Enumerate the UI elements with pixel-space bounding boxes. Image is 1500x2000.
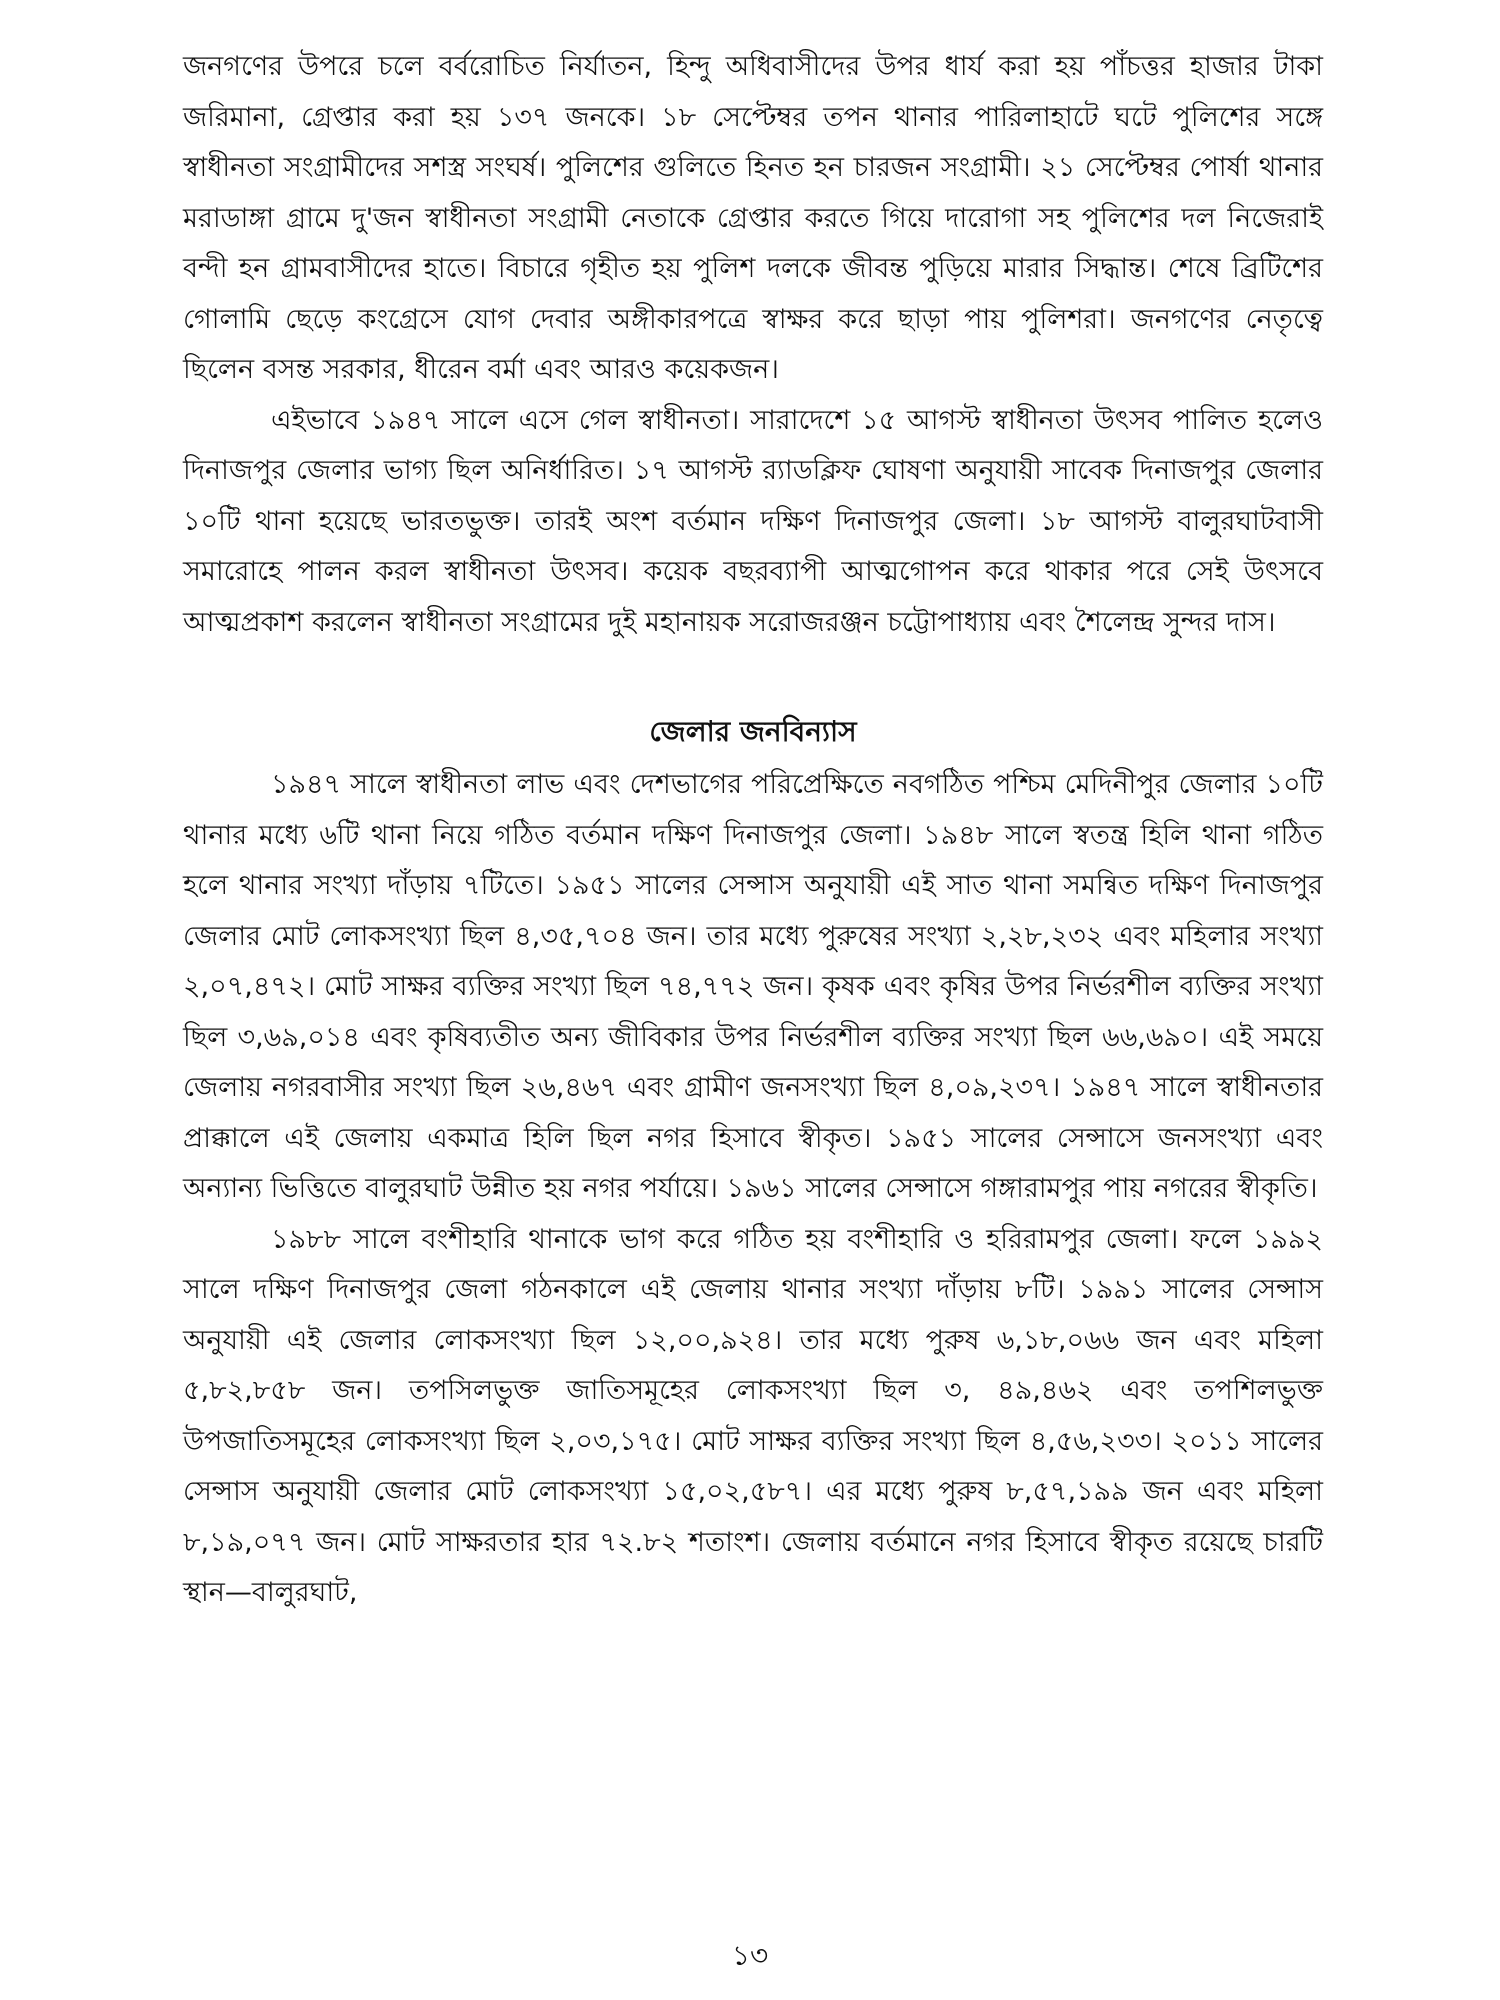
paragraph-4: ১৯৮৮ সালে বংশীহারি থানাকে ভাগ করে গঠিত হয় বংশীহারি ও হরিরামপুর জেলা। ফলে ১৯৯২ সালে দক্ষিণ দিনাজপুর জেলা গঠনকালে এই জেলায় থানার সংখ্যা দাঁড়ায় ৮টি। ১৯৯১ সালের সেন্সাস অনুযায়ী এই জেলার লোকসংখ্যা ছিল ১২,০০,৯২৪। তার মধ্যে পুরুষ ৬,১৮,০৬৬ জন এবং মহিলা ৫,৮২,৮৫৮ জন। তপসিলভুক্ত জাতিসমূহের লোকসংখ্যা ছিল ৩, ৪৯,৪৬২ এবং তপশিলভুক্ত উপজাতিসমূহের লোকসংখ্যা ছিল ২,০৩,১৭৫। মোট সাক্ষর ব্যক্তির সংখ্যা ছিল ৪,৫৬,২৩৩। ২০১১ সালের সেন্সাস অনুযায়ী জেলার মোট লোকসংখ্যা ১৫,০২,৫৮৭। এর মধ্যে পুরুষ ৮,৫৭,১৯৯ জন এবং মহিলা ৮,১৯,০৭৭ জন। মোট সাক্ষরতার হার ৭২.৮২ শতাংশ। জেলায় বর্তমানে নগর হিসাবে স্বীকৃত রয়েছে চারটি স্থান—বালুরঘাট, [183,1223,1323,1608]
document-page [183,42,1323,1942]
paragraph-1: জনগণের উপরে চলে বর্বরোচিত নির্যাতন, হিন্দু অধিবাসীদের উপর ধার্য করা হয় পাঁচত্তর হাজার টাকা জরিমানা, গ্রেপ্তার করা হয় ১৩৭ জনকে। ১৮ সেপ্টেম্বর তপন থানার পারিলাহাটে ঘটে পুলিশের সঙ্গে স্বাধীনতা সংগ্রামীদের সশস্ত্র সংঘর্ষ। পুলিশের গুলিতে হিনত হন চারজন সংগ্রামী। ২১ সেপ্টেম্বর পোর্ষা থানার মরাডাঙ্গা গ্রামে দু'জন স্বাধীনতা সংগ্রামী নেতাকে গ্রেপ্তার করতে গিয়ে দারোগা সহ পুলিশের দল নিজেরাই বন্দী হন গ্রামবাসীদের হাতে। বিচারে গৃহীত হয় পুলিশ দলকে জীবন্ত পুড়িয়ে মারার সিদ্ধান্ত। শেষে ব্রিটিশের গোলামি ছেড়ে কংগ্রেসে যোগ দেবার অঙ্গীকারপত্রে স্বাক্ষর করে ছাড়া পায় পুলিশরা। জনগণের নেতৃত্বে ছিলেন বসন্ত সরকার, ধীরেন বর্মা এবং আরও কয়েকজন। [183,51,1323,385]
page-number: ১৩ [731,1939,769,1972]
paragraph-3: ১৯৪৭ সালে স্বাধীনতা লাভ এবং দেশভাগের পরিপ্রেক্ষিতে নবগঠিত পশ্চিম মেদিনীপুর জেলার ১০টি থানার মধ্যে ৬টি থানা নিয়ে গঠিত বর্তমান দক্ষিণ দিনাজপুর জেলা। ১৯৪৮ সালে স্বতন্ত্র হিলি থানা গঠিত হলে থানার সংখ্যা দাঁড়ায় ৭টিতে। ১৯৫১ সালের সেন্সাস অনুযায়ী এই সাত থানা সমন্বিত দক্ষিণ দিনাজপুর জেলার মোট লোকসংখ্যা ছিল ৪,৩৫,৭০৪ জন। তার মধ্যে পুরুষের সংখ্যা ২,২৮,২৩২ এবং মহিলার সংখ্যা ২,০৭,৪৭২। মোট সাক্ষর ব্যক্তির সংখ্যা ছিল ৭৪,৭৭২ জন। কৃষক এবং কৃষির উপর নির্ভরশীল ব্যক্তির সংখ্যা ছিল ৩,৬৯,০১৪ এবং কৃষিব্যতীত অন্য জীবিকার উপর নির্ভরশীল ব্যক্তির সংখ্যা ছিল ৬৬,৬৯০। এই সময়ে জেলায় নগরবাসীর সংখ্যা ছিল ২৬,৪৬৭ এবং গ্রামীণ জনসংখ্যা ছিল ৪,০৯,২৩৭। ১৯৪৭ সালে স্বাধীনতার প্রাক্কালে এই জেলায় একমাত্র হিলি ছিল নগর হিসাবে স্বীকৃত। ১৯৫১ সালের সেন্সাসে জনসংখ্যা এবং অন্যান্য ভিত্তিতে বালুরঘাট উন্নীত হয় নগর পর্যায়ে। ১৯৬১ সালের সেন্সাসে গঙ্গারামপুর পায় নগরের স্বীকৃতি। [183,769,1323,1204]
section-spacer [183,648,1323,706]
paragraph-2: এইভাবে ১৯৪৭ সালে এসে গেল স্বাধীনতা। সারাদেশে ১৫ আগস্ট স্বাধীনতা উৎসব পালিত হলেও দিনাজপুর জেলার ভাগ্য ছিল অনির্ধারিত। ১৭ আগস্ট র‍্যাডক্লিফ ঘোষণা অনুযায়ী সাবেক দিনাজপুর জেলার ১০টি থানা হয়েছে ভারতভুক্ত। তারই অংশ বর্তমান দক্ষিণ দিনাজপুর জেলা। ১৮ আগস্ট বালুরঘাটবাসী সমারোহে পালন করল স্বাধীনতা উৎসব। কয়েক বছরব্যাপী আত্মগোপন করে থাকার পরে সেই উৎসবে আত্মপ্রকাশ করলেন স্বাধীনতা সংগ্রামের দুই মহানায়ক সরোজরঞ্জন চট্টোপাধ্যায় এবং শৈলেন্দ্র সুন্দর দাস। [183,404,1323,638]
section-heading: জেলার জনবিন্যাস [649,715,857,748]
